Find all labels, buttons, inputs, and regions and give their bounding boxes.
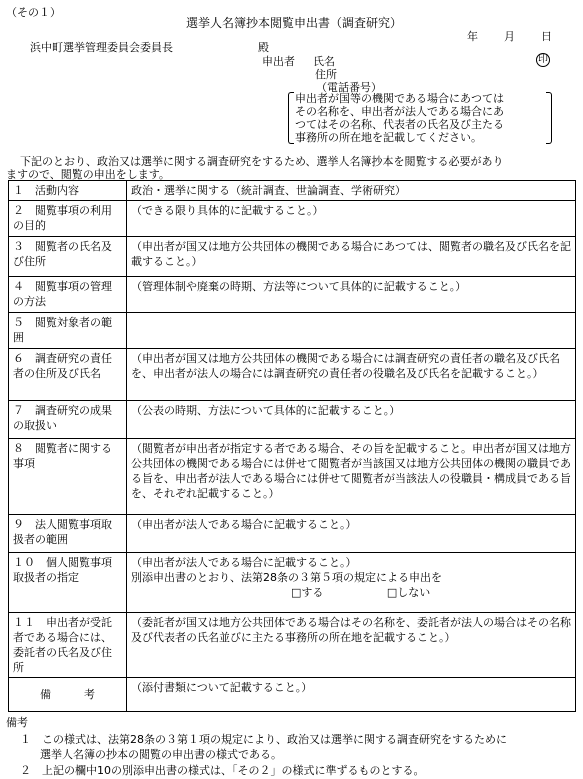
row-label: １ 活動内容 bbox=[9, 181, 127, 201]
table-row bbox=[9, 439, 576, 515]
note-line: つてはその名称、代表者の氏名及び主たる bbox=[295, 118, 504, 131]
row-content-note: （申出者が法人である場合に記載すること。） bbox=[131, 556, 357, 569]
row-label: ８ 閲覧者に関する事項 bbox=[9, 439, 127, 515]
form-number: （その１） bbox=[6, 6, 61, 19]
intro-line-2: ますので、閲覧の申出をします。 bbox=[6, 168, 170, 181]
designation-choices bbox=[131, 585, 571, 600]
address-label: 住所 bbox=[315, 68, 337, 81]
table-row bbox=[9, 613, 576, 678]
row-label: ６ 調査研究の責任者の住所及び氏名 bbox=[9, 349, 127, 401]
row-content[interactable]: （添付書類について記載すること。） bbox=[127, 678, 576, 712]
table-row bbox=[9, 678, 576, 712]
table-row bbox=[9, 201, 576, 237]
footer-note-1a: １ この様式は、法第28条の３第１項の規定により、政治又は選挙に関する調査研究をするために bbox=[20, 733, 507, 746]
choice-no-checkbox[interactable]: □しない bbox=[386, 586, 431, 599]
date-day: 日 bbox=[541, 30, 552, 43]
row-content[interactable]: （申出者が国又は地方公共団体の機関である場合にあつては、閲覧者の職名及び氏名を記載すること。） bbox=[127, 237, 576, 277]
row-content bbox=[127, 553, 576, 613]
row-content[interactable]: （申出者が国又は地方公共団体の機関である場合には調査研究の責任者の職名及び氏名を、申出者が法人の場合には調査研究の責任者の役職名及び氏名を記載すること。） bbox=[127, 349, 576, 401]
table-row bbox=[9, 401, 576, 439]
row-content[interactable]: （申出者が法人である場合に記載すること。） bbox=[127, 515, 576, 553]
footer-heading: 備考 bbox=[6, 716, 28, 729]
row-content[interactable]: 政治・選挙に関する（統計調査、世論調査、学術研究） bbox=[127, 181, 576, 201]
note-line: 申出者が国等の機関である場合にあつては bbox=[295, 92, 504, 105]
table-row bbox=[9, 553, 576, 613]
note-line: 事務所の所在地を記載してください。 bbox=[295, 131, 482, 144]
row-content[interactable]: （公表の時期、方法について具体的に記載すること。） bbox=[127, 401, 576, 439]
addressee: 浜中町選挙管理委員会委員長 bbox=[30, 41, 173, 54]
table-row bbox=[9, 181, 576, 201]
phone-label: （電話番号） bbox=[316, 81, 382, 94]
row-content[interactable]: （委託者が国又は地方公共団体である場合はその名称を、委託者が法人の場合はその名称及び代表者の氏名並びに主たる事務所の所在地を記載すること。） bbox=[127, 613, 576, 678]
designation-text: 別添申出書のとおり、法第28条の３第５項の規定による申出を bbox=[131, 571, 442, 584]
row-label: １１ 申出者が受託者である場合には、委託者の氏名及び住所 bbox=[9, 613, 127, 678]
table-row bbox=[9, 515, 576, 553]
footer-note-1b: 選挙人名簿の抄本の閲覧の申出書の様式である。 bbox=[40, 748, 282, 761]
row-label: ４ 閲覧事項の管理の方法 bbox=[9, 277, 127, 313]
applicant-label: 申出者 bbox=[262, 55, 295, 68]
row-content[interactable] bbox=[127, 313, 576, 349]
note-line: その名称を、申出者が法人である場合にあ bbox=[295, 105, 504, 118]
row-content[interactable]: （閲覧者が申出者が指定する者である場合、その旨を記載すること。申出者が国又は地方公共団体の機関である場合には併せて閲覧者が当該国又は地方公共団体の機関の職員である旨を、申出者が法人である場合には併せて閲覧者が当該法人の役職員・構成員である旨を、それぞれ記載すること。） bbox=[127, 439, 576, 515]
table-row bbox=[9, 313, 576, 349]
page-title: 選挙人名簿抄本閲覧申出書（調査研究） bbox=[186, 16, 403, 30]
row-content[interactable]: （できる限り具体的に記載すること。） bbox=[127, 201, 576, 237]
application-table bbox=[8, 180, 576, 712]
honorific: 殿 bbox=[258, 41, 269, 54]
name-label: 氏名 bbox=[313, 55, 335, 68]
seal-mark: 印 bbox=[538, 54, 548, 65]
row-label: ２ 閲覧事項の利用の目的 bbox=[9, 201, 127, 237]
date-month: 月 bbox=[504, 30, 515, 43]
footer-note-2: ２ 上記の欄中10の別添申出書の様式は、「その２」の様式に準ずるものとする。 bbox=[20, 764, 425, 777]
row-label: １０ 個人閲覧事項取扱者の指定 bbox=[9, 553, 127, 613]
table-row bbox=[9, 349, 576, 401]
row-label: ７ 調査研究の成果の取扱い bbox=[9, 401, 127, 439]
row-label: 備 考 bbox=[9, 678, 127, 712]
choice-yes-checkbox[interactable]: □する bbox=[291, 586, 324, 599]
row-label: ３ 閲覧者の氏名及び住所 bbox=[9, 237, 127, 277]
applicant-note bbox=[295, 92, 545, 144]
table-row bbox=[9, 277, 576, 313]
row-content[interactable]: （管理体制や廃棄の時期、方法等について具体的に記載すること。） bbox=[127, 277, 576, 313]
row-label: ５ 閲覧対象者の範囲 bbox=[9, 313, 127, 349]
date-year: 年 bbox=[467, 30, 478, 43]
intro-line-1: 下記のとおり、政治又は選挙に関する調査研究をするため、選挙人名簿抄本を閲覧する必要があり bbox=[20, 155, 504, 168]
table-row bbox=[9, 237, 576, 277]
row-label: ９ 法人閲覧事項取扱者の範囲 bbox=[9, 515, 127, 553]
